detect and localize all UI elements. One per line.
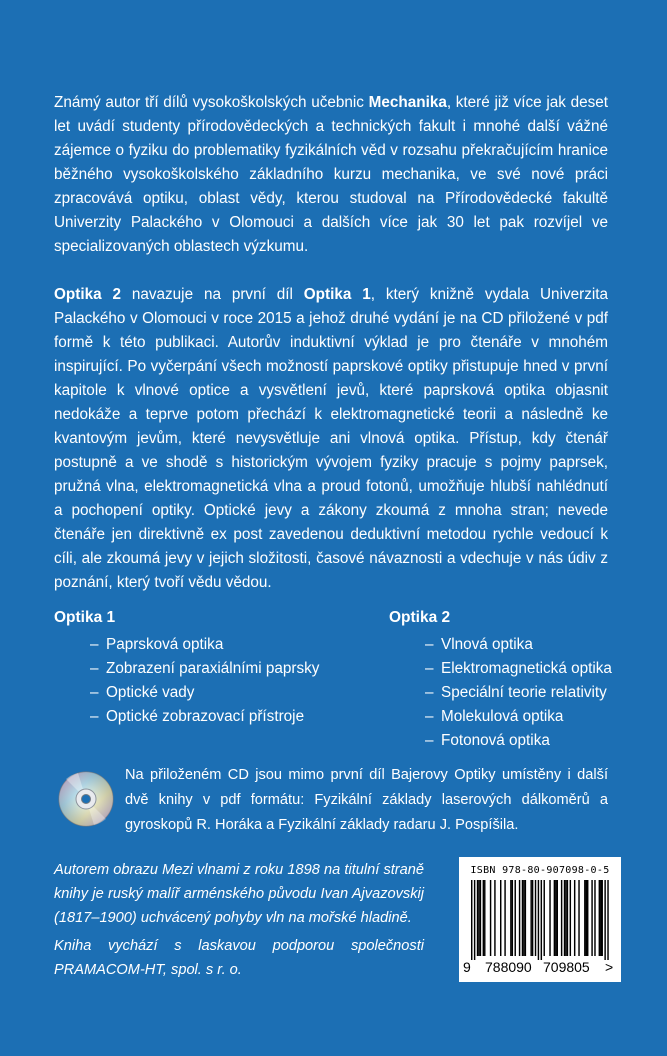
barcode-bar [584,880,585,956]
dash-icon: – [425,732,434,749]
barcode-bar [538,880,539,960]
barcode-bar [564,880,565,956]
dash-icon: – [425,708,434,725]
desc-text: navazuje na první díl [120,286,304,303]
barcode-bars [469,880,612,960]
barcode-bar [578,880,579,956]
intro-text-cont: , které již více jak deset let uvádí studenty přírodovědeckých a technických fakult i mnohé další vážné zájemce o fyziku do problematiky fyzikálních věd v rozsahu překračujícím hranice běžného vysokoškolského základního kurzu mechanika, ve své nové práci zpracovává optiku, oblast vědy, kterou studoval na Přírodovědecké fakultě Univerzity Palackého v Olomouci a dalších více jak 30 let pak rozvíjel ve specializovaných oblastech výzkumu. [54,94,608,255]
cover-caption: Autorem obrazu Mezi vlnami z roku 1898 na titulní straně knihy je ruský malíř arménského původu Ivan Ajvazovskij (1817–1900) uchvácený pohyby vln na mořské hladině. [54,862,424,926]
barcode-bar [484,880,485,956]
list-item: – Optické zobrazovací přístroje [54,705,374,729]
barcode-bar [525,880,526,956]
ean-right-group: 709805 [543,959,590,975]
barcode-bar [602,880,603,956]
barcode-bar [478,880,479,956]
barcode-bar [554,880,555,956]
barcode-bar [477,880,478,956]
isbn-label: ISBN 978-80-907098-0-5 [470,865,610,876]
barcode-bar [535,880,536,956]
volume1-contents [54,606,374,729]
barcode-bar [471,880,472,960]
list-item: – Molekulová optika [389,705,649,729]
barcode-bar [607,880,608,960]
barcode-bar [570,880,571,956]
barcode-bar [567,880,568,956]
ean-number [463,959,619,975]
barcode-bar [522,880,523,956]
cd-disc-icon [58,771,114,827]
desc-text-cont: , který knižně vydala Univerzita Palackého v Olomouci v roce 2015 a jehož druhé vydání je na CD přiložené v pdf formě k této publikaci. Autorův induktivní výklad je pro čtenáře v mnohém inspirující. Po vyčerpání všech možností paprskové optiky přistupuje hned v první kapitole k vlnové optice a vysvětlení jevů, které paprsková optika objasnit nedokáže a teprve potom přechází k elektromagnetické teorii a následně ke kvantovým jevům, které nevysvětluje ani vlnová optika. Přístup, kdy čtenář postupně a ve shodě s historickým vývojem fyziky pracuje s pojmy paprsek, pružná vlna, elektromagnetická vlna a proud fotonů, umožňuje hlubší nahlédnutí a pochopení optiky. Optické jevy a zákony zkoumá z mnoha stran; nevede čtenáře jen direktivně ex post zavedenou deduktivní metodou rychle vedoucí k cíli, ale zkoumá jevy v jejich složitosti, časové návaznosti a vdechuje v nás údiv z poznání, který tvoří vědu vědou. [54,286,609,591]
barcode-bar [587,880,588,956]
volume2-list [389,633,649,753]
list-item: – Vlnová optika [389,633,649,657]
dash-icon: – [90,660,99,677]
barcode-bar [599,880,600,956]
dash-icon: – [425,660,434,677]
barcode-bar [530,880,531,956]
barcode-bar [483,880,484,956]
barcode-bar [586,880,587,956]
volume1-title: Optika 1 [54,609,116,626]
desc-bold-optika1: Optika 1 [303,286,371,303]
list-item: – Zobrazení paraxiálními paprsky [54,657,374,681]
barcode-bar [480,880,481,956]
dash-icon: – [425,636,434,653]
barcode-bar [541,880,542,960]
barcode-bar [565,880,566,956]
list-item: – Optické vady [54,681,374,705]
description-paragraph [54,283,608,595]
dash-icon: – [90,708,99,725]
intro-text: Známý autor tří dílů vysokoškolských učebnic [54,94,369,111]
barcode-bar [557,880,558,956]
intro-paragraph [54,91,608,259]
list-item: – Paprsková optika [54,633,374,657]
desc-bold-optika2: Optika 2 [54,286,121,303]
barcode-bar [604,880,605,960]
list-item: – Speciální teorie relativity [389,681,649,705]
dash-icon: – [90,684,99,701]
barcode-bar [532,880,533,956]
volume2-title: Optika 2 [389,609,451,626]
barcode-bar [519,880,520,956]
barcode-bar [591,880,592,956]
barcode-bar [549,880,550,956]
barcode-bar [494,880,495,956]
list-item: – Fotonová optika [389,729,649,753]
barcode-bar [594,880,595,956]
barcode-bar [490,880,491,956]
barcode-bar [523,880,524,956]
dash-icon: – [425,684,434,701]
barcode-bar [544,880,545,956]
volume1-list [54,633,374,729]
barcode-bar [515,880,516,956]
ean-first-digit: 9 [463,959,471,975]
barcode-bar [500,880,501,956]
barcode-bar [561,880,562,956]
intro-bold-title: Mechanika [368,94,447,111]
barcode-bar [510,880,511,956]
sponsor-note: Kniha vychází s laskavou podporou společnosti PRAMACOM-HT, spol. s r. o. [54,938,424,978]
barcode-bar [555,880,556,956]
dash-icon: – [90,636,99,653]
barcode [459,857,621,982]
barcode-bar [600,880,601,956]
cd-note: Na přiloženém CD jsou mimo první díl Bajerovy Optiky umístěny i další dvě knihy v pdf formátu: Fyzikální základy laserových dálkoměrů a gyroskopů R. Horáka a Fyzikální základy radaru J. Pospíšila. [125,767,608,833]
barcode-bar [504,880,505,956]
list-item: – Elektromagnetická optika [389,657,649,681]
barcode-bar [474,880,475,960]
ean-end-mark: > [605,959,614,975]
volume2-contents [389,606,649,753]
ean-left-group: 788090 [485,959,532,975]
barcode-bar [512,880,513,956]
barcode-bar [574,880,575,956]
